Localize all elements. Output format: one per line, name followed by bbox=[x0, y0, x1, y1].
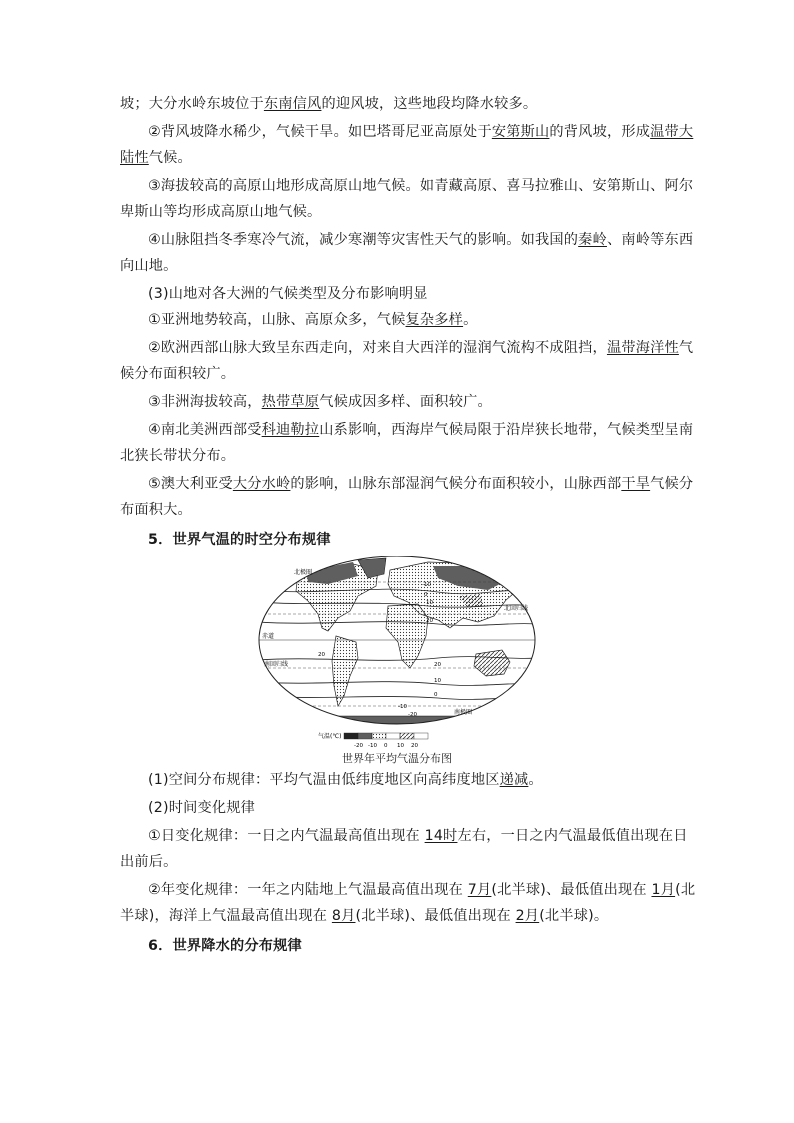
label-tropic-cancer: 北回归线 bbox=[504, 605, 529, 612]
isotherm-label: 20 bbox=[434, 662, 441, 668]
text-line bbox=[148, 770, 543, 790]
map-legend bbox=[318, 732, 428, 749]
isotherm-label: 20 bbox=[426, 618, 433, 624]
isotherm-label: 0 bbox=[434, 692, 438, 698]
text-segment: 气 bbox=[678, 340, 694, 356]
isotherm-label: 10 bbox=[426, 600, 433, 606]
legend-tick: 20 bbox=[411, 743, 418, 749]
answer-blank: 14时 bbox=[424, 828, 458, 844]
text-segment: 、南岭等东西 bbox=[606, 232, 694, 248]
text-line bbox=[120, 364, 235, 384]
label-equator: 赤道 bbox=[262, 633, 275, 640]
isotherm-label: -10 bbox=[422, 582, 431, 588]
text-segment: 半球)，海洋上气温最高值出现在 bbox=[120, 908, 332, 924]
isotherm-label: 10 bbox=[434, 678, 441, 684]
text-segment: ④山脉阻挡冬季寒冷气流，减少寒潮等灾害性天气的影响。如我国的 bbox=[148, 232, 579, 248]
legend-tick: 0 bbox=[384, 743, 388, 749]
answer-blank: 陆性 bbox=[120, 150, 149, 166]
text-line bbox=[120, 906, 608, 926]
label-arctic-circle: 北极圈 bbox=[294, 569, 313, 576]
isotherm-label: -10 bbox=[398, 704, 407, 710]
text-line bbox=[148, 798, 255, 818]
text-segment: 。 bbox=[528, 772, 543, 788]
text-segment: 布面积大。 bbox=[120, 502, 192, 518]
text-segment: (北 bbox=[675, 882, 696, 898]
legend-title: 气温(℃) bbox=[318, 733, 342, 740]
text-segment: 气候分 bbox=[650, 476, 694, 492]
text-line bbox=[148, 230, 693, 250]
answer-blank: 7月 bbox=[467, 882, 492, 898]
text-segment: (北半球)、最低值出现在 bbox=[491, 882, 652, 898]
text-line bbox=[148, 936, 302, 956]
text-line bbox=[120, 94, 537, 114]
answer-blank: 温带海洋性 bbox=[606, 340, 679, 356]
legend-tick: -20 bbox=[354, 743, 363, 749]
text-segment: 向山地。 bbox=[120, 258, 178, 274]
text-segment: 左右，一日之内气温最低值出现在日 bbox=[457, 828, 688, 844]
text-line bbox=[148, 420, 693, 440]
text-segment: ②欧洲西部山脉大致呈东西走向，对来自大西洋的湿润气流构不成阻挡， bbox=[148, 340, 607, 356]
answer-blank: 温带大 bbox=[650, 124, 694, 140]
text-segment: (2)时间变化规律 bbox=[148, 800, 256, 816]
legend-tick: 10 bbox=[397, 743, 404, 749]
answer-blank: 秦岭 bbox=[578, 232, 607, 248]
answer-blank: 安第斯山 bbox=[491, 124, 550, 140]
label-tropic-capricorn: 南回归线 bbox=[264, 661, 289, 668]
text-line bbox=[148, 826, 688, 846]
isotherm-label: -20 bbox=[408, 712, 417, 718]
legend-tick: -10 bbox=[368, 743, 377, 749]
text-segment: 气候。 bbox=[148, 150, 192, 166]
answer-blank: 东南信风 bbox=[263, 96, 322, 112]
text-segment: ①日变化规律：一日之内气温最高值出现在 bbox=[148, 828, 425, 844]
figure-caption: 世界年平均气温分布图 bbox=[342, 752, 452, 765]
answer-blank: 热带草原 bbox=[261, 394, 320, 410]
answer-blank: 8月 bbox=[331, 908, 356, 924]
text-segment: ②背风坡降水稀少，气候干旱。如巴塔哥尼亚高原处于 bbox=[148, 124, 492, 140]
text-segment: ②年变化规律：一年之内陆地上气温最高值出现在 bbox=[148, 882, 468, 898]
answer-blank: 1月 bbox=[651, 882, 676, 898]
text-segment: 候分布面积较广。 bbox=[120, 366, 236, 382]
text-segment: (3)山地对各大洲的气候类型及分布影响明显 bbox=[148, 286, 428, 302]
text-line bbox=[148, 338, 693, 358]
text-segment: 出前后。 bbox=[120, 854, 178, 870]
text-segment: ③非洲海拔较高， bbox=[148, 394, 262, 410]
answer-blank: 2月 bbox=[515, 908, 540, 924]
text-segment: 的迎风坡，这些地段均降水较多。 bbox=[321, 96, 538, 112]
text-segment: ④南北美洲西部受 bbox=[148, 422, 262, 438]
text-segment: 坡；大分水岭东坡位于 bbox=[120, 96, 264, 112]
map-body bbox=[258, 556, 536, 728]
answer-blank: 大分水岭 bbox=[232, 476, 291, 492]
text-line bbox=[148, 880, 695, 900]
text-segment: (1)空间分布规律：平均气温由低纬度地区向高纬度地区 bbox=[148, 772, 500, 788]
answer-blank: 干旱 bbox=[621, 476, 651, 492]
text-line bbox=[148, 530, 331, 550]
text-segment: 气候成因多样、面积较广。 bbox=[319, 394, 492, 410]
text-line bbox=[120, 446, 235, 466]
text-line bbox=[148, 284, 428, 304]
text-segment: ①亚洲地势较高，山脉、高原众多，气候 bbox=[148, 312, 406, 328]
text-line bbox=[148, 310, 477, 330]
text-segment: (北半球)。 bbox=[539, 908, 609, 924]
text-segment: 的背风坡，形成 bbox=[549, 124, 651, 140]
text-segment: ③海拔较高的高原山地形成高原山地气候。如青藏高原、喜马拉雅山、安第斯山、阿尔 bbox=[148, 178, 694, 194]
text-segment: (北半球)、最低值出现在 bbox=[355, 908, 516, 924]
text-segment: 6．世界降水的分布规律 bbox=[148, 938, 302, 954]
text-segment: 的影响，山脉东部湿润气候分布面积较小，山脉西部 bbox=[290, 476, 622, 492]
answer-blank: 递减 bbox=[499, 772, 529, 788]
isotherm-label: 20 bbox=[318, 652, 325, 658]
answer-blank: 复杂多样 bbox=[405, 312, 464, 328]
text-line bbox=[148, 392, 492, 412]
text-line bbox=[120, 500, 192, 520]
text-line bbox=[120, 256, 178, 276]
text-line bbox=[148, 474, 693, 494]
text-segment: 。 bbox=[463, 312, 478, 328]
text-line bbox=[120, 852, 178, 872]
text-segment: 北狭长带状分布。 bbox=[120, 448, 236, 464]
text-line bbox=[148, 122, 693, 142]
text-segment: 5．世界气温的时空分布规律 bbox=[148, 532, 331, 548]
text-segment: 山系影响，西海岸气候局限于沿岸狭长地带，气候类型呈南 bbox=[319, 422, 694, 438]
world-temperature-map bbox=[258, 556, 536, 752]
answer-blank: 科迪勒拉 bbox=[261, 422, 320, 438]
text-segment: 卑斯山等均形成高原山地气候。 bbox=[120, 204, 322, 220]
text-line bbox=[148, 176, 693, 196]
text-line bbox=[120, 202, 321, 222]
label-antarctic-circle: 南极圈 bbox=[454, 709, 473, 716]
text-line bbox=[120, 148, 192, 168]
text-segment: ⑤澳大利亚受 bbox=[148, 476, 233, 492]
isotherm-label: 0 bbox=[424, 592, 428, 598]
